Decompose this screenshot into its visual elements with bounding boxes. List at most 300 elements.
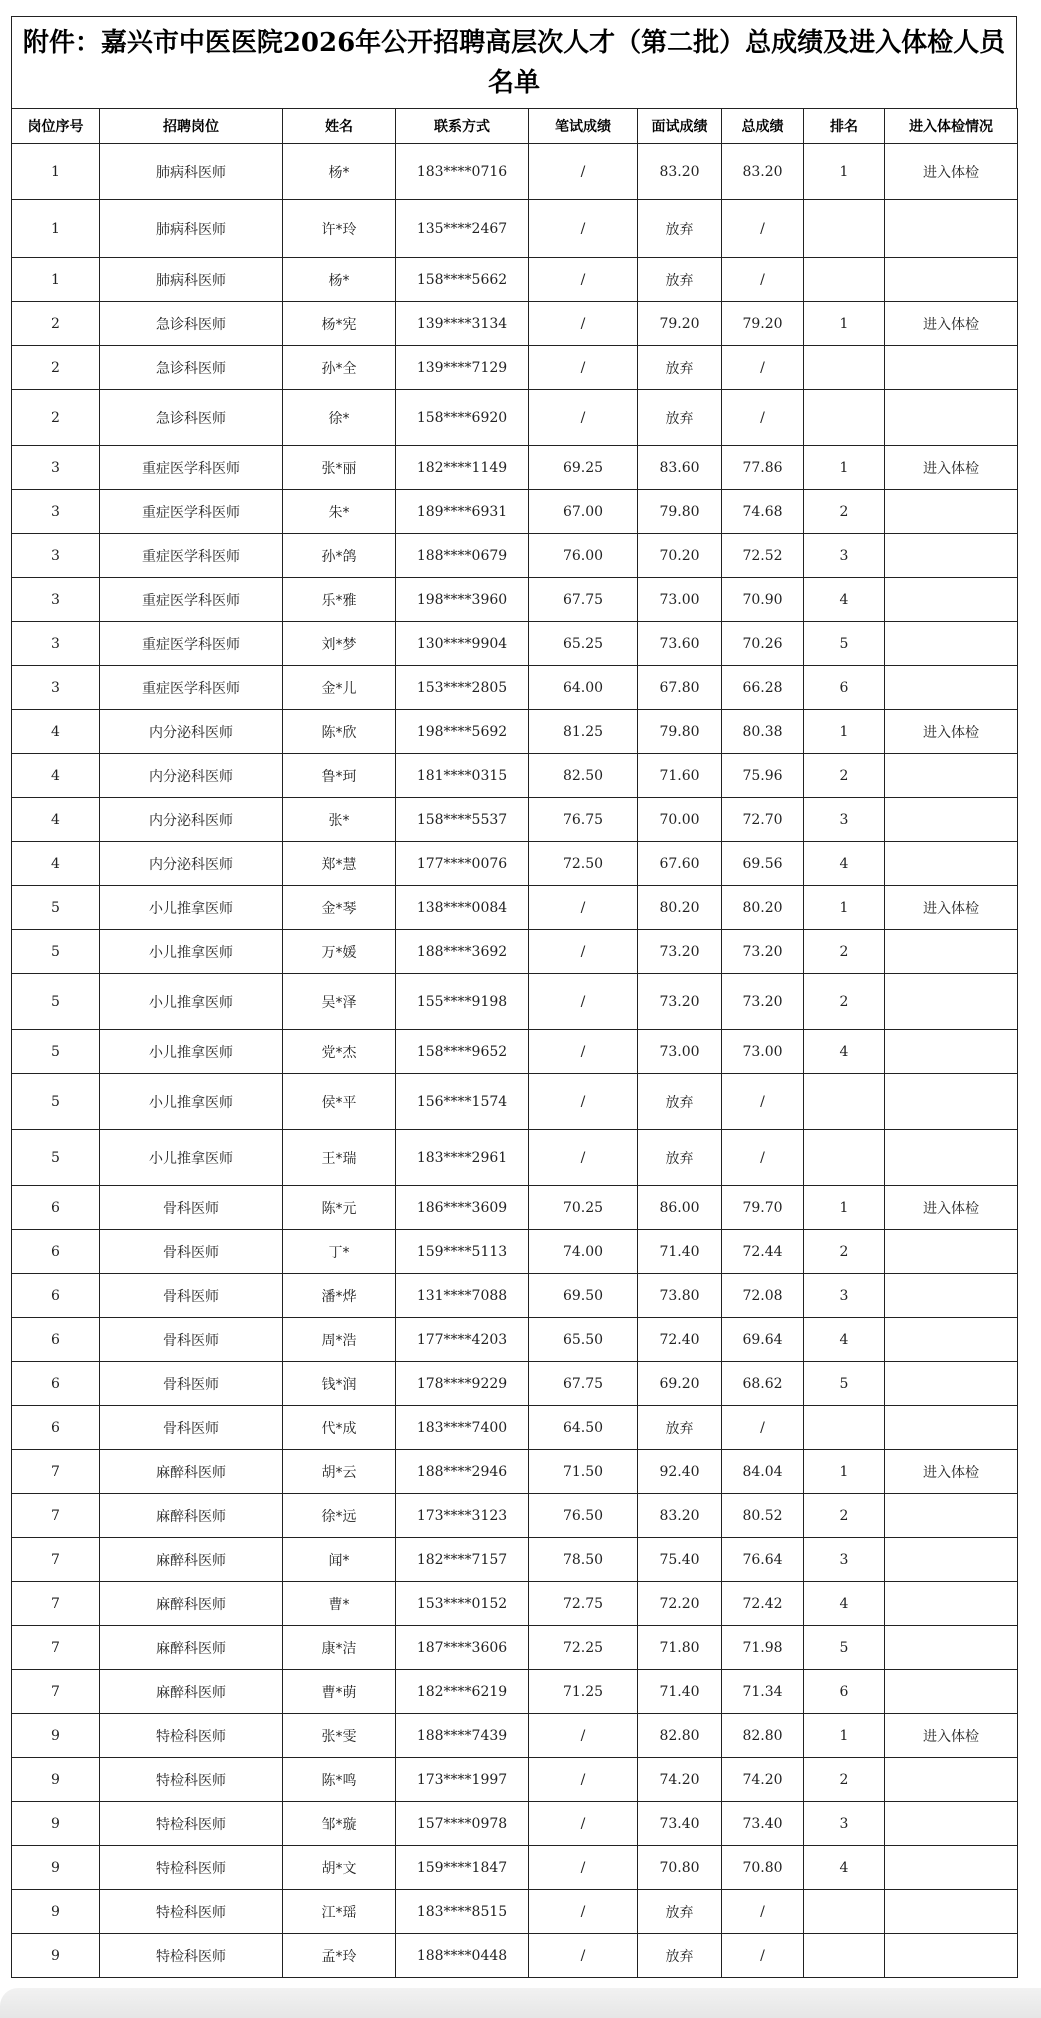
exam-status-cell: [885, 1670, 1018, 1714]
written-score-cell: /: [529, 1074, 638, 1130]
post-cell: 麻醉科医师: [100, 1450, 283, 1494]
written-score-cell: 71.25: [529, 1670, 638, 1714]
table-row: [12, 578, 1018, 622]
name-cell: 鲁*珂: [283, 754, 396, 798]
table-row: [12, 1274, 1018, 1318]
post-no-cell: 7: [12, 1494, 100, 1538]
exam-status-cell: [885, 754, 1018, 798]
post-no-cell: 2: [12, 346, 100, 390]
exam-status-cell: 进入体检: [885, 1714, 1018, 1758]
exam-status-cell: [885, 534, 1018, 578]
total-score-cell: 80.52: [722, 1494, 804, 1538]
name-cell: 周*浩: [283, 1318, 396, 1362]
contact-cell: 182****1149: [396, 446, 529, 490]
written-score-cell: /: [529, 346, 638, 390]
post-cell: 小儿推拿医师: [100, 974, 283, 1030]
table-row: [12, 302, 1018, 346]
contact-cell: 155****9198: [396, 974, 529, 1030]
interview-score-cell: 73.20: [638, 930, 722, 974]
rank-cell: 2: [804, 1758, 885, 1802]
post-no-cell: 6: [12, 1274, 100, 1318]
rank-cell: 2: [804, 1494, 885, 1538]
header-interview-score: 面试成绩: [638, 109, 722, 144]
post-cell: 重症医学科医师: [100, 534, 283, 578]
interview-score-cell: 72.20: [638, 1582, 722, 1626]
total-score-cell: 66.28: [722, 666, 804, 710]
post-cell: 内分泌科医师: [100, 710, 283, 754]
total-score-cell: 77.86: [722, 446, 804, 490]
rank-cell: 4: [804, 842, 885, 886]
table-row: [12, 666, 1018, 710]
interview-score-cell: 放弃: [638, 1934, 722, 1978]
total-score-cell: /: [722, 1130, 804, 1186]
contact-cell: 158****9652: [396, 1030, 529, 1074]
interview-score-cell: 83.20: [638, 1494, 722, 1538]
exam-status-cell: [885, 622, 1018, 666]
score-table: [11, 108, 1018, 1978]
interview-score-cell: 73.80: [638, 1274, 722, 1318]
name-cell: 孙*全: [283, 346, 396, 390]
interview-score-cell: 放弃: [638, 258, 722, 302]
post-cell: 骨科医师: [100, 1362, 283, 1406]
written-score-cell: 69.50: [529, 1274, 638, 1318]
post-cell: 重症医学科医师: [100, 666, 283, 710]
contact-cell: 173****3123: [396, 1494, 529, 1538]
total-score-cell: 72.70: [722, 798, 804, 842]
rank-cell: [804, 200, 885, 258]
rank-cell: 1: [804, 710, 885, 754]
written-score-cell: /: [529, 1846, 638, 1890]
exam-status-cell: [885, 490, 1018, 534]
name-cell: 闻*: [283, 1538, 396, 1582]
table-row: [12, 1186, 1018, 1230]
written-score-cell: 72.25: [529, 1626, 638, 1670]
contact-cell: 183****2961: [396, 1130, 529, 1186]
contact-cell: 177****0076: [396, 842, 529, 886]
contact-cell: 186****3609: [396, 1186, 529, 1230]
interview-score-cell: 放弃: [638, 346, 722, 390]
header-rank: 排名: [804, 109, 885, 144]
interview-score-cell: 86.00: [638, 1186, 722, 1230]
contact-cell: 188****7439: [396, 1714, 529, 1758]
table-row: [12, 622, 1018, 666]
post-no-cell: 9: [12, 1758, 100, 1802]
post-no-cell: 3: [12, 446, 100, 490]
total-score-cell: 73.00: [722, 1030, 804, 1074]
interview-score-cell: 71.60: [638, 754, 722, 798]
total-score-cell: 69.64: [722, 1318, 804, 1362]
interview-score-cell: 放弃: [638, 1074, 722, 1130]
rank-cell: 4: [804, 1846, 885, 1890]
post-cell: 内分泌科医师: [100, 798, 283, 842]
rank-cell: 2: [804, 490, 885, 534]
table-row: [12, 1802, 1018, 1846]
interview-score-cell: 73.00: [638, 1030, 722, 1074]
exam-status-cell: [885, 842, 1018, 886]
table-row: [12, 258, 1018, 302]
post-cell: 骨科医师: [100, 1406, 283, 1450]
rank-cell: [804, 258, 885, 302]
exam-status-cell: [885, 1030, 1018, 1074]
contact-cell: 159****1847: [396, 1846, 529, 1890]
exam-status-cell: [885, 1406, 1018, 1450]
table-row: [12, 798, 1018, 842]
bottom-edge-shadow: [0, 1988, 1041, 2018]
name-cell: 杨*: [283, 258, 396, 302]
written-score-cell: 65.50: [529, 1318, 638, 1362]
rank-cell: 1: [804, 1186, 885, 1230]
contact-cell: 198****3960: [396, 578, 529, 622]
exam-status-cell: 进入体检: [885, 1450, 1018, 1494]
total-score-cell: 70.26: [722, 622, 804, 666]
table-row: [12, 1846, 1018, 1890]
written-score-cell: /: [529, 974, 638, 1030]
written-score-cell: 70.25: [529, 1186, 638, 1230]
interview-score-cell: 79.80: [638, 490, 722, 534]
post-no-cell: 9: [12, 1802, 100, 1846]
table-row: [12, 1030, 1018, 1074]
name-cell: 吴*泽: [283, 974, 396, 1030]
name-cell: 许*玲: [283, 200, 396, 258]
interview-score-cell: 放弃: [638, 1890, 722, 1934]
total-score-cell: 72.42: [722, 1582, 804, 1626]
post-no-cell: 4: [12, 710, 100, 754]
exam-status-cell: 进入体检: [885, 710, 1018, 754]
post-cell: 骨科医师: [100, 1186, 283, 1230]
interview-score-cell: 73.20: [638, 974, 722, 1030]
interview-score-cell: 放弃: [638, 1130, 722, 1186]
header-post-no: 岗位序号: [12, 109, 100, 144]
name-cell: 孙*鸽: [283, 534, 396, 578]
post-no-cell: 9: [12, 1846, 100, 1890]
rank-cell: 3: [804, 1274, 885, 1318]
exam-status-cell: [885, 1802, 1018, 1846]
post-no-cell: 1: [12, 144, 100, 200]
name-cell: 金*琴: [283, 886, 396, 930]
contact-cell: 135****2467: [396, 200, 529, 258]
exam-status-cell: [885, 666, 1018, 710]
table-row: [12, 1362, 1018, 1406]
total-score-cell: 84.04: [722, 1450, 804, 1494]
name-cell: 金*儿: [283, 666, 396, 710]
contact-cell: 178****9229: [396, 1362, 529, 1406]
table-row: [12, 1582, 1018, 1626]
post-cell: 特检科医师: [100, 1846, 283, 1890]
written-score-cell: 76.50: [529, 1494, 638, 1538]
name-cell: 江*瑶: [283, 1890, 396, 1934]
written-score-cell: 67.00: [529, 490, 638, 534]
post-no-cell: 9: [12, 1714, 100, 1758]
table-row: [12, 1714, 1018, 1758]
post-cell: 麻醉科医师: [100, 1626, 283, 1670]
post-cell: 急诊科医师: [100, 346, 283, 390]
name-cell: 徐*: [283, 390, 396, 446]
rank-cell: [804, 346, 885, 390]
total-score-cell: /: [722, 1406, 804, 1450]
post-no-cell: 5: [12, 886, 100, 930]
rank-cell: [804, 1934, 885, 1978]
interview-score-cell: 69.20: [638, 1362, 722, 1406]
rank-cell: 4: [804, 1318, 885, 1362]
total-score-cell: 76.64: [722, 1538, 804, 1582]
table-row: [12, 1318, 1018, 1362]
name-cell: 陈*鸣: [283, 1758, 396, 1802]
interview-score-cell: 67.60: [638, 842, 722, 886]
contact-cell: 158****5662: [396, 258, 529, 302]
written-score-cell: 72.75: [529, 1582, 638, 1626]
contact-cell: 158****6920: [396, 390, 529, 446]
name-cell: 郑*慧: [283, 842, 396, 886]
written-score-cell: /: [529, 1030, 638, 1074]
post-no-cell: 7: [12, 1670, 100, 1714]
total-score-cell: /: [722, 258, 804, 302]
rank-cell: 1: [804, 1450, 885, 1494]
rank-cell: [804, 1406, 885, 1450]
rank-cell: 4: [804, 578, 885, 622]
contact-cell: 181****0315: [396, 754, 529, 798]
exam-status-cell: [885, 1626, 1018, 1670]
rank-cell: [804, 1890, 885, 1934]
post-cell: 小儿推拿医师: [100, 1074, 283, 1130]
page-title: 附件：嘉兴市中医医院2026年公开招聘高层次人才（第二批）总成绩及进入体检人员名单: [22, 27, 1006, 98]
written-score-cell: 69.25: [529, 446, 638, 490]
post-no-cell: 6: [12, 1230, 100, 1274]
interview-score-cell: 80.20: [638, 886, 722, 930]
exam-status-cell: [885, 798, 1018, 842]
table-header-row: [12, 109, 1018, 144]
total-score-cell: 73.40: [722, 1802, 804, 1846]
rank-cell: 1: [804, 886, 885, 930]
rank-cell: 2: [804, 930, 885, 974]
contact-cell: 188****3692: [396, 930, 529, 974]
total-score-cell: 75.96: [722, 754, 804, 798]
post-cell: 急诊科医师: [100, 390, 283, 446]
written-score-cell: 65.25: [529, 622, 638, 666]
total-score-cell: 79.20: [722, 302, 804, 346]
contact-cell: 159****5113: [396, 1230, 529, 1274]
table-row: [12, 1890, 1018, 1934]
contact-cell: 188****0679: [396, 534, 529, 578]
total-score-cell: /: [722, 1890, 804, 1934]
table-row: [12, 1130, 1018, 1186]
total-score-cell: 70.90: [722, 578, 804, 622]
table-row: [12, 974, 1018, 1030]
post-no-cell: 6: [12, 1186, 100, 1230]
contact-cell: 158****5537: [396, 798, 529, 842]
post-no-cell: 5: [12, 1030, 100, 1074]
rank-cell: 3: [804, 798, 885, 842]
exam-status-cell: [885, 1846, 1018, 1890]
exam-status-cell: 进入体检: [885, 1186, 1018, 1230]
table-row: [12, 390, 1018, 446]
contact-cell: 139****7129: [396, 346, 529, 390]
rank-cell: 3: [804, 1538, 885, 1582]
post-no-cell: 6: [12, 1362, 100, 1406]
name-cell: 杨*宪: [283, 302, 396, 346]
name-cell: 陈*欣: [283, 710, 396, 754]
rank-cell: [804, 390, 885, 446]
contact-cell: 139****3134: [396, 302, 529, 346]
written-score-cell: 64.00: [529, 666, 638, 710]
total-score-cell: 72.52: [722, 534, 804, 578]
written-score-cell: 74.00: [529, 1230, 638, 1274]
rank-cell: 5: [804, 622, 885, 666]
name-cell: 康*洁: [283, 1626, 396, 1670]
written-score-cell: /: [529, 1130, 638, 1186]
total-score-cell: /: [722, 200, 804, 258]
exam-status-cell: [885, 1230, 1018, 1274]
interview-score-cell: 92.40: [638, 1450, 722, 1494]
interview-score-cell: 73.40: [638, 1802, 722, 1846]
contact-cell: 183****0716: [396, 144, 529, 200]
post-no-cell: 1: [12, 200, 100, 258]
written-score-cell: 76.75: [529, 798, 638, 842]
interview-score-cell: 70.00: [638, 798, 722, 842]
header-name: 姓名: [283, 109, 396, 144]
post-no-cell: 9: [12, 1934, 100, 1978]
exam-status-cell: [885, 974, 1018, 1030]
post-no-cell: 4: [12, 798, 100, 842]
interview-score-cell: 放弃: [638, 1406, 722, 1450]
rank-cell: 3: [804, 1802, 885, 1846]
total-score-cell: 69.56: [722, 842, 804, 886]
rank-cell: 6: [804, 1670, 885, 1714]
post-cell: 肺病科医师: [100, 144, 283, 200]
exam-status-cell: 进入体检: [885, 144, 1018, 200]
exam-status-cell: [885, 1362, 1018, 1406]
written-score-cell: /: [529, 1758, 638, 1802]
written-score-cell: /: [529, 930, 638, 974]
table-row: [12, 1230, 1018, 1274]
interview-score-cell: 73.00: [638, 578, 722, 622]
total-score-cell: 70.80: [722, 1846, 804, 1890]
post-cell: 骨科医师: [100, 1230, 283, 1274]
written-score-cell: /: [529, 390, 638, 446]
post-cell: 重症医学科医师: [100, 578, 283, 622]
name-cell: 孟*玲: [283, 1934, 396, 1978]
total-score-cell: /: [722, 346, 804, 390]
table-row: [12, 346, 1018, 390]
written-score-cell: /: [529, 144, 638, 200]
exam-status-cell: 进入体检: [885, 446, 1018, 490]
rank-cell: 1: [804, 446, 885, 490]
written-score-cell: 67.75: [529, 1362, 638, 1406]
written-score-cell: /: [529, 1934, 638, 1978]
post-no-cell: 3: [12, 666, 100, 710]
post-no-cell: 3: [12, 534, 100, 578]
total-score-cell: /: [722, 1934, 804, 1978]
contact-cell: 182****7157: [396, 1538, 529, 1582]
name-cell: 朱*: [283, 490, 396, 534]
contact-cell: 153****0152: [396, 1582, 529, 1626]
total-score-cell: 73.20: [722, 974, 804, 1030]
exam-status-cell: [885, 1318, 1018, 1362]
name-cell: 王*瑞: [283, 1130, 396, 1186]
contact-cell: 153****2805: [396, 666, 529, 710]
written-score-cell: /: [529, 1890, 638, 1934]
rank-cell: 4: [804, 1030, 885, 1074]
post-no-cell: 4: [12, 754, 100, 798]
post-no-cell: 3: [12, 622, 100, 666]
contact-cell: 177****4203: [396, 1318, 529, 1362]
total-score-cell: /: [722, 390, 804, 446]
post-cell: 骨科医师: [100, 1318, 283, 1362]
post-cell: 内分泌科医师: [100, 842, 283, 886]
exam-status-cell: [885, 390, 1018, 446]
table-row: [12, 1450, 1018, 1494]
table-row: [12, 754, 1018, 798]
header-exam-status: 进入体检情况: [885, 109, 1018, 144]
total-score-cell: 68.62: [722, 1362, 804, 1406]
exam-status-cell: 进入体检: [885, 886, 1018, 930]
exam-status-cell: [885, 578, 1018, 622]
name-cell: 杨*: [283, 144, 396, 200]
rank-cell: 2: [804, 1230, 885, 1274]
interview-score-cell: 72.40: [638, 1318, 722, 1362]
name-cell: 陈*元: [283, 1186, 396, 1230]
post-cell: 特检科医师: [100, 1758, 283, 1802]
name-cell: 曹*: [283, 1582, 396, 1626]
header-post: 招聘岗位: [100, 109, 283, 144]
table-row: [12, 930, 1018, 974]
post-no-cell: 4: [12, 842, 100, 886]
contact-cell: 138****0084: [396, 886, 529, 930]
total-score-cell: 80.20: [722, 886, 804, 930]
post-no-cell: 7: [12, 1450, 100, 1494]
rank-cell: 6: [804, 666, 885, 710]
post-cell: 内分泌科医师: [100, 754, 283, 798]
post-cell: 麻醉科医师: [100, 1494, 283, 1538]
written-score-cell: 81.25: [529, 710, 638, 754]
written-score-cell: /: [529, 1714, 638, 1758]
interview-score-cell: 79.80: [638, 710, 722, 754]
exam-status-cell: [885, 1074, 1018, 1130]
post-no-cell: 1: [12, 258, 100, 302]
total-score-cell: 83.20: [722, 144, 804, 200]
post-no-cell: 7: [12, 1538, 100, 1582]
exam-status-cell: [885, 1274, 1018, 1318]
table-row: [12, 1934, 1018, 1978]
table-row: [12, 1494, 1018, 1538]
name-cell: 侯*平: [283, 1074, 396, 1130]
contact-cell: 198****5692: [396, 710, 529, 754]
exam-status-cell: [885, 1582, 1018, 1626]
total-score-cell: 72.44: [722, 1230, 804, 1274]
rank-cell: 5: [804, 1626, 885, 1670]
post-no-cell: 3: [12, 578, 100, 622]
table-row: [12, 1758, 1018, 1802]
name-cell: 代*成: [283, 1406, 396, 1450]
written-score-cell: /: [529, 302, 638, 346]
post-cell: 重症医学科医师: [100, 446, 283, 490]
post-no-cell: 2: [12, 302, 100, 346]
header-total-score: 总成绩: [722, 109, 804, 144]
total-score-cell: 72.08: [722, 1274, 804, 1318]
rank-cell: 1: [804, 144, 885, 200]
rank-cell: [804, 1130, 885, 1186]
interview-score-cell: 70.20: [638, 534, 722, 578]
post-cell: 特检科医师: [100, 1890, 283, 1934]
exam-status-cell: [885, 930, 1018, 974]
rank-cell: 4: [804, 1582, 885, 1626]
interview-score-cell: 71.40: [638, 1670, 722, 1714]
interview-score-cell: 放弃: [638, 390, 722, 446]
name-cell: 胡*云: [283, 1450, 396, 1494]
post-cell: 肺病科医师: [100, 200, 283, 258]
post-no-cell: 6: [12, 1406, 100, 1450]
interview-score-cell: 71.80: [638, 1626, 722, 1670]
header-written-score: 笔试成绩: [529, 109, 638, 144]
